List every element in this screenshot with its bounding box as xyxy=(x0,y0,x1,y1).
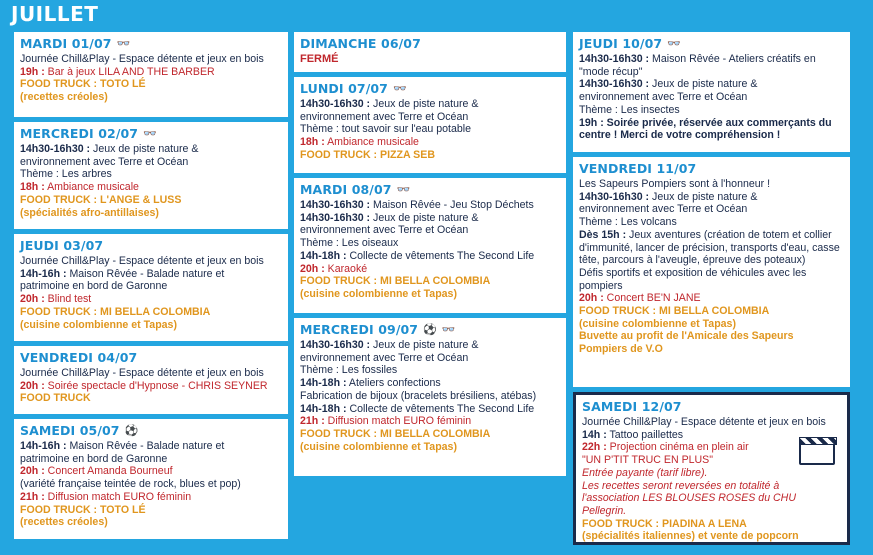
event-line: Thème : tout savoir sur l'eau potable xyxy=(300,123,472,136)
event-line xyxy=(300,212,560,225)
event-text: Jeux de piste nature & xyxy=(649,190,758,203)
event-line xyxy=(20,181,282,194)
day-card-dimanche-06 xyxy=(294,32,566,72)
day-title: SAMEDI 05/07 xyxy=(20,423,120,438)
event-line: centre ! Merci de votre compréhension ! xyxy=(579,129,781,142)
event-text: Jeux aventures (création de totem et collier d'immunité, lancer de précision, transports d'eau, casse tête, parcours à l'aveugle, épreuve des poteaux) xyxy=(579,228,840,267)
event-line xyxy=(20,143,282,156)
event-line: Journée Chill&Play - Espace détente et jeux en bois xyxy=(20,255,264,267)
event-text: Bar à jeux LILA AND THE BARBER xyxy=(44,65,215,78)
event-time: 14h30-16h30 : xyxy=(579,190,650,203)
event-line xyxy=(300,339,560,352)
event-time: 21h : xyxy=(20,490,45,503)
event-time: 20h : xyxy=(300,262,325,275)
event-line xyxy=(20,268,282,281)
event-line: environnement avec Terre et Océan xyxy=(300,351,469,364)
food-truck: FOOD TRUCK : TOTO LÉ xyxy=(20,503,146,516)
food-truck: FOOD TRUCK : PIADINA A LENA xyxy=(582,517,747,530)
event-line: Défis sportifs et exposition de véhicules avec les pompiers xyxy=(579,266,807,292)
event-line xyxy=(579,191,844,204)
event-text: Karaoké xyxy=(324,262,368,275)
glasses-icon: 👓 xyxy=(667,36,681,50)
food-truck-detail: (cuisine colombienne et Tapas) xyxy=(300,287,457,300)
event-time: 14h30-16h30 : xyxy=(579,53,650,65)
event-time: 14h30-16h30 : xyxy=(579,78,650,91)
event-line: Thème : Les arbres xyxy=(20,168,112,181)
event-text: Maison Rêvée - Balade nature et xyxy=(66,440,225,452)
glasses-icon: 👓 xyxy=(441,322,456,336)
glasses-icon: 👓 xyxy=(392,81,407,95)
event-line: environnement avec Terre et Océan xyxy=(579,91,748,104)
event-line xyxy=(300,263,560,276)
event-time: 14h-18h : xyxy=(300,402,347,415)
day-card-mercredi-09 xyxy=(294,318,566,476)
event-text: Projection cinéma en plein air xyxy=(606,441,749,454)
day-title: JEUDI 03/07 xyxy=(20,238,104,253)
event-text: Collecte de vêtements The Second Life xyxy=(346,249,535,262)
food-truck: FOOD TRUCK : MI BELLA COLOMBIA xyxy=(579,305,770,318)
event-text: Jeux de piste nature & xyxy=(649,78,758,91)
event-line xyxy=(300,415,560,428)
day-card-mardi-08 xyxy=(294,178,566,313)
event-line xyxy=(582,441,749,454)
buvette-line: Buvette au profit de l'Amicale des Sapeurs xyxy=(579,330,794,343)
event-line: Entrée payante (tarif libre). xyxy=(582,466,708,479)
day-heading xyxy=(20,36,282,51)
day-title: MERCREDI 02/07 xyxy=(20,126,139,141)
day-card-vendredi-04 xyxy=(14,346,288,414)
event-text: Concert Amanda Bourneuf xyxy=(44,465,173,478)
event-line: Thème : Les insectes xyxy=(579,103,680,116)
event-line: Journée Chill&Play - Espace détente et jeux en bois xyxy=(582,416,826,428)
event-time: 19h : xyxy=(20,65,45,78)
event-text: Concert BE'N JANE xyxy=(603,292,701,305)
event-time: 14h-16h : xyxy=(20,440,67,452)
event-time: 14h-18h : xyxy=(300,377,347,390)
event-text: Jeux de piste nature & xyxy=(370,211,479,224)
event-time: 14h30-16h30 : xyxy=(300,98,371,110)
event-text: Maison Rêvée - Balade nature et xyxy=(66,267,225,280)
event-line xyxy=(300,250,560,263)
event-line: (variété française teintée de rock, blues et pop) xyxy=(20,478,241,491)
event-text: Soirée privée, réservée aux commerçants du xyxy=(603,116,832,129)
food-truck-detail: (cuisine colombienne et Tapas) xyxy=(300,440,457,453)
event-time: 14h30-16h30 : xyxy=(20,143,91,155)
day-heading xyxy=(579,161,844,176)
event-line: environnement avec Terre et Océan xyxy=(300,110,469,123)
event-line: Les recettes seront reversées en totalité à xyxy=(582,479,780,492)
event-line: environnement avec Terre et Océan xyxy=(300,224,469,237)
glasses-icon: 👓 xyxy=(143,126,157,140)
event-line xyxy=(300,403,560,416)
day-heading xyxy=(20,350,282,365)
event-time: 14h30-16h30 : xyxy=(300,211,371,224)
event-text: Jeux de piste nature & xyxy=(370,98,479,110)
event-text: Ateliers confections xyxy=(346,377,441,390)
event-line xyxy=(300,98,560,111)
event-text: Maison Rêvée - Ateliers créatifs en xyxy=(649,53,816,65)
event-time: 21h : xyxy=(300,415,325,428)
day-heading xyxy=(300,36,560,51)
food-truck: FOOD TRUCK : PIZZA SEB xyxy=(300,148,435,161)
clapperboard-icon xyxy=(799,443,835,465)
event-text: Blind test xyxy=(44,293,92,306)
food-truck: FOOD TRUCK : TOTO LÉ xyxy=(20,78,146,91)
food-truck: FOOD TRUCK : MI BELLA COLOMBIA xyxy=(20,305,211,318)
event-line xyxy=(20,440,282,453)
event-text: Diffusion match EURO féminin xyxy=(324,415,472,428)
event-line: Les Sapeurs Pompiers sont à l'honneur ! xyxy=(579,178,771,190)
day-title: MARDI 01/07 xyxy=(20,36,112,51)
event-line xyxy=(579,292,844,305)
event-line xyxy=(20,491,282,504)
event-text: Diffusion match EURO féminin xyxy=(44,490,192,503)
day-title: MERCREDI 09/07 xyxy=(300,322,419,337)
event-line xyxy=(300,136,560,149)
day-heading xyxy=(300,182,560,197)
food-truck-detail: (recettes créoles) xyxy=(20,516,108,529)
month-title: JUILLET xyxy=(11,2,99,26)
event-text: Collecte de vêtements The Second Life xyxy=(346,402,535,415)
day-title: MARDI 08/07 xyxy=(300,182,392,197)
event-text: Tattoo paillettes xyxy=(606,428,684,441)
football-icon: ⚽ xyxy=(124,423,139,437)
event-line xyxy=(579,78,844,91)
event-text: Ambiance musicale xyxy=(44,181,139,194)
event-line: Journée Chill&Play - Espace détente et jeux en bois xyxy=(20,53,264,65)
food-truck: FOOD TRUCK xyxy=(20,392,91,405)
event-line xyxy=(579,53,844,66)
event-line: Thème : Les volcans xyxy=(579,216,677,229)
food-truck-detail: (cuisine colombienne et Tapas) xyxy=(579,317,736,330)
event-line: "mode récup" xyxy=(579,65,643,78)
event-line xyxy=(20,380,282,393)
event-time: 20h : xyxy=(20,293,45,306)
day-card-mardi-01 xyxy=(14,32,288,117)
food-truck: FOOD TRUCK : MI BELLA COLOMBIA xyxy=(300,427,491,440)
buvette-line: Pompiers de V.O xyxy=(579,343,663,356)
event-line: environnement avec Terre et Océan xyxy=(579,203,748,216)
day-heading xyxy=(20,238,282,253)
event-line xyxy=(20,465,282,478)
food-truck-detail: (recettes créoles) xyxy=(20,91,108,104)
cinema-block xyxy=(582,441,841,466)
event-time: 14h-18h : xyxy=(300,249,347,262)
event-text: Jeux de piste nature & xyxy=(370,339,479,351)
football-icon: ⚽ xyxy=(423,322,437,336)
event-line: Fabrication de bijoux (bracelets brésiliens, atébas) xyxy=(300,389,537,402)
event-line: l'association LES BLOUSES ROSES du CHU Pellegrin. xyxy=(582,492,796,517)
day-heading xyxy=(20,126,282,141)
food-truck-detail: (spécialités afro-antillaises) xyxy=(20,206,159,219)
column-3 xyxy=(573,32,850,550)
event-line: Thème : Les fossiles xyxy=(300,364,398,377)
event-text: Ambiance musicale xyxy=(324,136,419,149)
event-line xyxy=(20,293,282,306)
day-card-mercredi-02 xyxy=(14,122,288,229)
event-line xyxy=(579,117,844,130)
column-2 xyxy=(294,32,566,481)
day-title: JEUDI 10/07 xyxy=(579,36,663,51)
event-time: 14h-16h : xyxy=(20,267,67,280)
event-line: patrimoine en bord de Garonne xyxy=(20,452,168,465)
event-time: 14h30-16h30 : xyxy=(300,339,371,351)
event-line xyxy=(300,377,560,390)
event-line: Journée Chill&Play - Espace détente et jeux en bois xyxy=(20,367,264,379)
event-text: Soirée spectacle d'Hypnose - CHRIS SEYNER xyxy=(44,379,268,392)
event-time: 18h : xyxy=(20,181,45,194)
day-card-lundi-07 xyxy=(294,77,566,173)
day-title: DIMANCHE 06/07 xyxy=(300,36,421,51)
food-truck: FOOD TRUCK : L'ANGE & LUSS xyxy=(20,193,182,206)
column-1 xyxy=(14,32,288,544)
day-heading xyxy=(579,36,844,51)
event-line xyxy=(20,66,282,79)
day-title: LUNDI 07/07 xyxy=(300,81,388,96)
glasses-icon: 👓 xyxy=(396,182,411,196)
day-title: VENDREDI 04/07 xyxy=(20,350,138,365)
event-line: Thème : Les oiseaux xyxy=(300,237,399,250)
day-card-jeudi-03 xyxy=(14,234,288,341)
day-title: SAMEDI 12/07 xyxy=(582,399,682,414)
event-time: 20h : xyxy=(20,379,45,392)
closed-label: FERMÉ xyxy=(300,53,339,65)
day-card-samedi-05 xyxy=(14,419,288,539)
glasses-icon: 👓 xyxy=(116,36,131,50)
event-time: Dès 15h : xyxy=(579,228,627,241)
food-truck-detail: (spécialités italiennes) et vente de popcorn xyxy=(582,530,799,543)
event-time: 14h30-16h30 : xyxy=(300,199,371,211)
event-line: environnement avec Terre et Océan xyxy=(20,155,189,168)
day-card-samedi-12 xyxy=(573,392,850,545)
day-heading xyxy=(582,399,841,414)
day-heading xyxy=(20,423,282,438)
event-line: "UN P'TIT TRUC EN PLUS" xyxy=(582,454,713,467)
event-time: 19h : xyxy=(579,116,604,129)
food-truck-detail: (cuisine colombienne et Tapas) xyxy=(20,318,177,331)
event-line xyxy=(579,229,844,267)
event-time: 20h : xyxy=(20,465,45,478)
event-line xyxy=(300,199,560,212)
event-time: 18h : xyxy=(300,136,325,149)
event-time: 20h : xyxy=(579,292,604,305)
event-time: 14h : xyxy=(582,428,607,441)
food-truck: FOOD TRUCK : MI BELLA COLOMBIA xyxy=(300,275,491,288)
day-card-vendredi-11 xyxy=(573,157,850,387)
day-heading xyxy=(300,81,560,96)
day-title: VENDREDI 11/07 xyxy=(579,161,697,176)
event-text: Jeux de piste nature & xyxy=(90,143,199,155)
event-line: patrimoine en bord de Garonne xyxy=(20,280,168,293)
day-heading xyxy=(300,322,560,337)
event-time: 22h : xyxy=(582,441,607,454)
cinema-text xyxy=(582,441,749,466)
event-text: Maison Rêvée - Jeu Stop Déchets xyxy=(370,199,534,211)
day-card-jeudi-10 xyxy=(573,32,850,152)
